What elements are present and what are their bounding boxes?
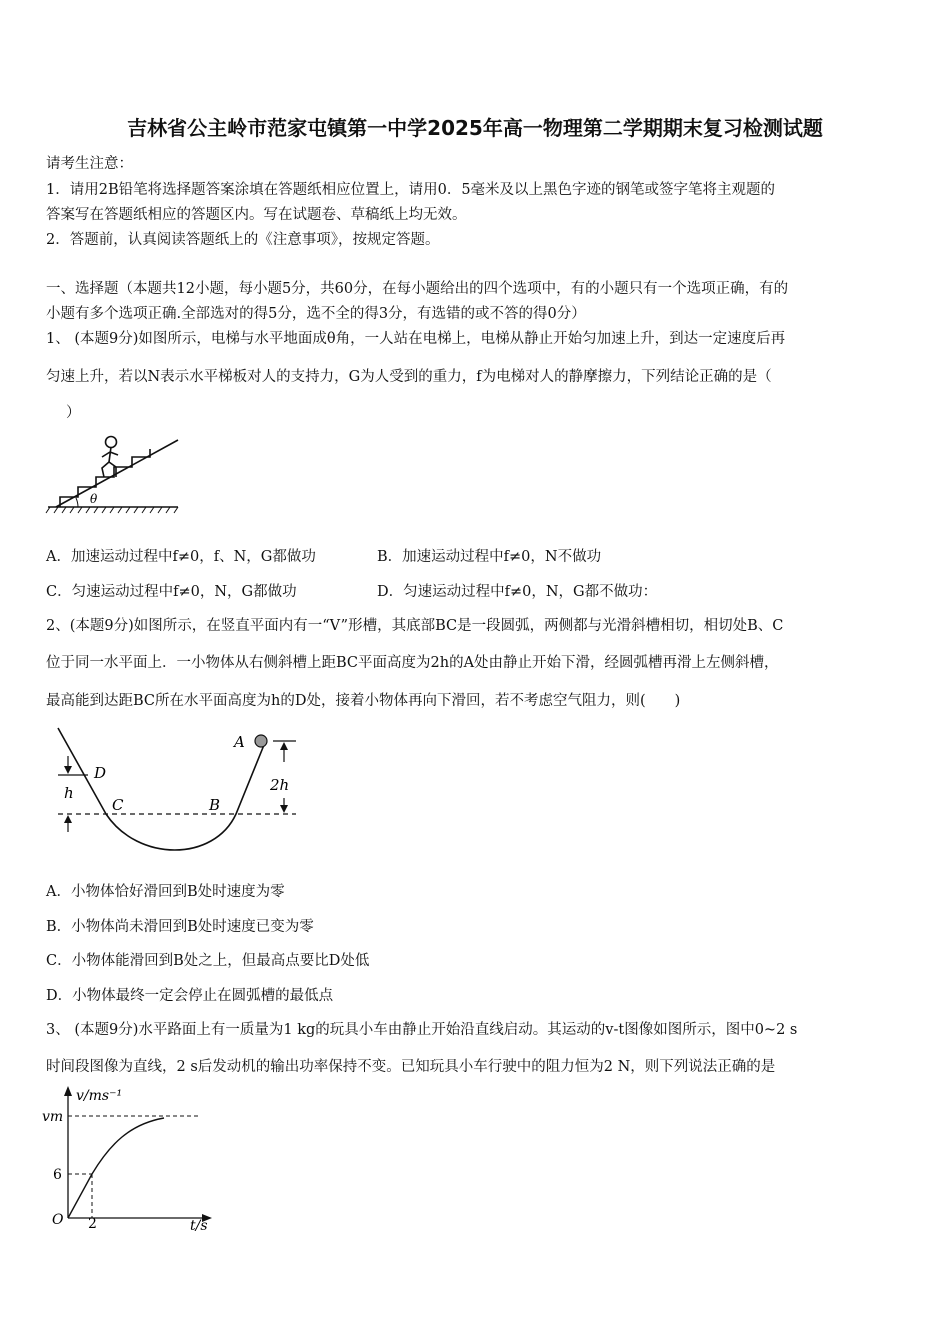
v-groove-figure (46, 722, 306, 852)
label-2h: 2h (270, 776, 290, 794)
section-line-2: 小题有多个选项正确.全部选对的得5分，选不全的得3分，有选错的或不答的得0分） (46, 306, 586, 322)
q3-line-2: 时间段图像为直线，2 s后发动机的输出功率保持不变。已知玩具小车行驶中的阻力恒为2 N，则下列说法正确的是 (46, 1059, 776, 1075)
q1-option-c: C．匀速运动过程中f≠0，N，G都做功 (46, 584, 297, 600)
notice-heading: 请考生注意： (46, 156, 133, 172)
q2-option-c: C．小物体能滑回到B处之上，但最高点要比D处低 (46, 953, 370, 969)
y-axis-arrow (64, 1086, 72, 1096)
q1-line-1: 1、 (本题9分)如图所示，电梯与水平地面成θ角，一人站在电梯上，电梯从静止开始匀加速上升，到达一定速度后再 (46, 331, 786, 347)
q2-option-d: D．小物体最终一定会停止在圆弧槽的最低点 (46, 988, 334, 1004)
label-a: A (234, 733, 245, 751)
notice-line-2: 答案写在答题纸相应的答题区内。写在试题卷、草稿纸上均无效。 (46, 207, 467, 223)
q3-line-1: 3、 (本题9分)水平路面上有一质量为1 kg的玩具小车由静止开始沿直线启动。其运动的v-t图像如图所示，图中0~2 s (46, 1022, 798, 1038)
notice-line-3: 2．答题前，认真阅读答题纸上的《注意事项》，按规定答题。 (46, 232, 440, 248)
page-title: 吉林省公主岭市范家屯镇第一中学2025年高一物理第二学期期末复习检测试题 (127, 116, 823, 140)
q1-line-2: 匀速上升，若以N表示水平梯板对人的支持力，G为人受到的重力，f为电梯对人的静摩擦力，下列结论正确的是（ (46, 369, 772, 385)
notice-line-1: 1．请用2B铅笔将选择题答案涂填在答题纸相应位置上，请用0．5毫米及以上黑色字迹的钢笔或签字笔将主观题的 (46, 182, 776, 198)
y-tick-6: 6 (53, 1167, 62, 1183)
q1-option-d: D．匀速运动过程中f≠0，N，G都不做功： (377, 584, 658, 600)
label-b: B (209, 796, 221, 814)
section-line-1: 一、选择题（本题共12小题，每小题5分，共60分，在每小题给出的四个选项中，有的小题只有一个选项正确，有的 (46, 281, 789, 297)
q1-option-a: A．加速运动过程中f≠0，f、N，G都做功 (46, 549, 316, 565)
label-c: C (112, 796, 124, 814)
x-axis-label: t/s (190, 1218, 208, 1234)
y-axis-label: v/ms⁻¹ (76, 1088, 123, 1104)
q2-option-a: A．小物体恰好滑回到B处时速度为零 (46, 884, 285, 900)
q2-line-1: 2、(本题9分)如图所示，在竖直平面内有一“V”形槽，其底部BC是一段圆弧，两侧都与光滑斜槽相切，相切处B、C (46, 618, 784, 634)
q2-line-3: 最高能到达距BC所在水平面高度为h的D处，接着小物体再向下滑回，若不考虑空气阻力，则( ) (46, 693, 681, 709)
linear-segment (68, 1174, 92, 1218)
q1-line-3: ） (66, 405, 81, 421)
x-tick-2: 2 (88, 1216, 97, 1232)
q1-option-b: B．加速运动过程中f≠0，N不做功 (377, 549, 602, 565)
theta-label: θ (90, 492, 98, 506)
power-curve (92, 1118, 164, 1174)
vt-chart (40, 1082, 220, 1232)
escalator-figure (44, 430, 184, 515)
q2-option-b: B．小物体尚未滑回到B处时速度已变为零 (46, 919, 314, 935)
origin-label: O (52, 1212, 64, 1228)
label-d: D (94, 764, 107, 782)
y-tick-vm: vm (42, 1109, 64, 1125)
q2-line-2: 位于同一水平面上．一小物体从右侧斜槽上距BC平面高度为2h的A处由静止开始下滑，经圆弧槽再滑上左侧斜槽， (46, 655, 779, 671)
label-h: h (64, 784, 74, 802)
